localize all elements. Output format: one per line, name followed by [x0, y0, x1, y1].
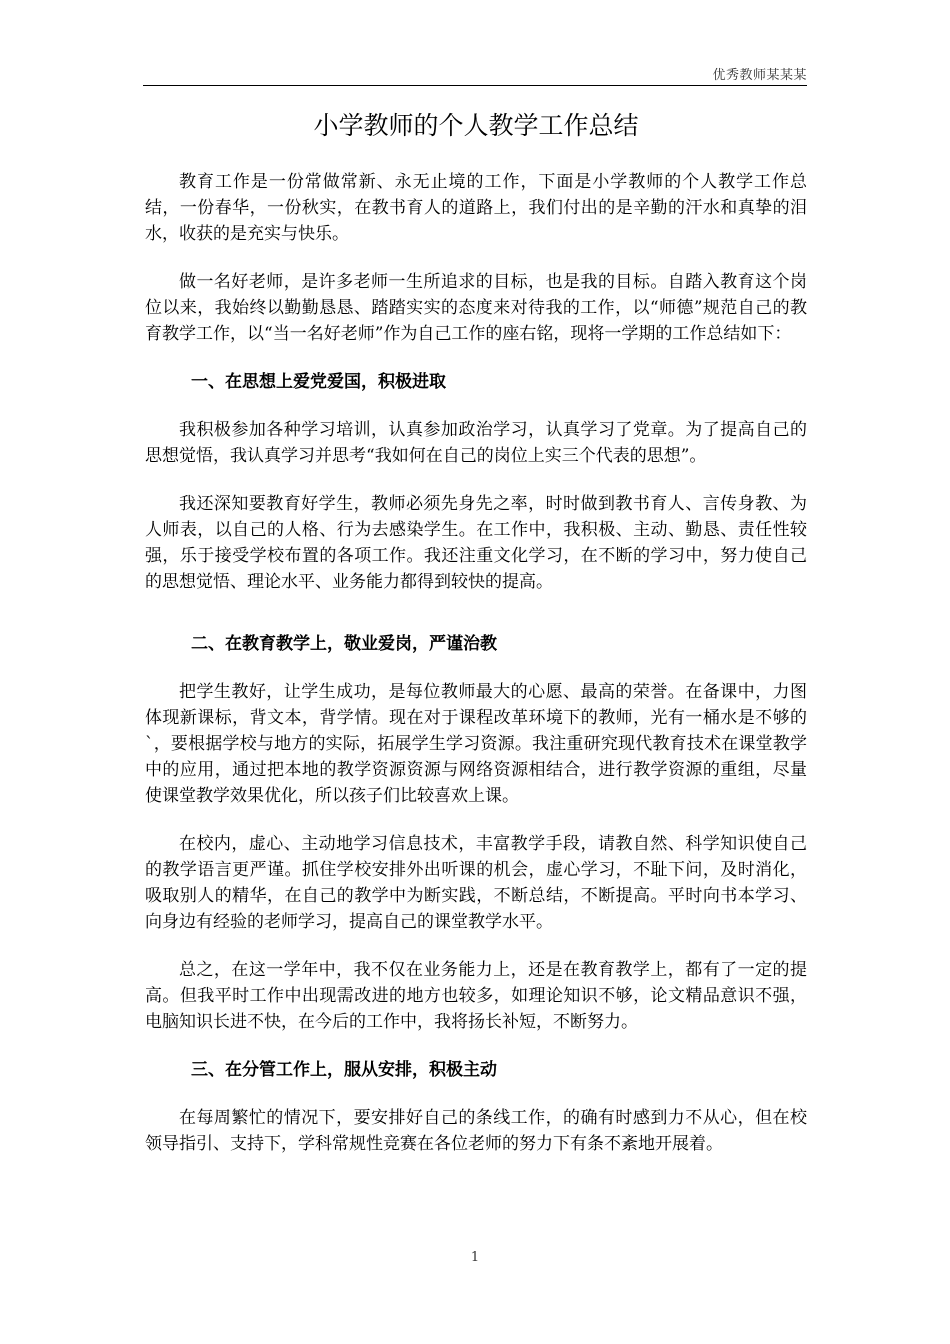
paragraph-teaching: 把学生教好，让学生成功，是每位教师最大的心愿、最高的荣誉。在备课中，力图体现新课标，背文本，背学情。现在对于课程改革环境下的教师，光有一桶水是不够的`，要根据学校与地方的实际，拓展学生学习资源。我注重研究现代教育技术在课堂教学中的应用，通过把本地的教学资源资源与网络资源相结合，进行教学资源的重组，尽量使课堂教学效果优化，所以孩子们比较喜欢上课。: [145, 681, 807, 806]
spacer: [145, 809, 807, 831]
page-number: 1: [470, 1250, 480, 1265]
section-heading-3: 三、在分管工作上，服从安排，积极主动: [191, 1059, 497, 1080]
spacer: [145, 347, 807, 369]
spacer: [145, 1035, 807, 1057]
spacer: [145, 595, 807, 631]
paragraph-goal: 做一名好老师，是许多老师一生所追求的目标，也是我的目标。自踏入教育这个岗位以来，我始终以勤勤恳恳、踏踏实实的态度来对待我的工作，以“师德”规范自己的教育教学工作，以“当一名好老师”作为自己工作的座右铭，现将一学期的工作总结如下：: [145, 271, 807, 344]
spacer: [145, 469, 807, 491]
document-body: [145, 110, 807, 1157]
paragraph-learning: 在校内，虚心、主动地学习信息技术，丰富教学手段，请教自然、科学知识使自己的教学语言更严谨。抓住学校安排外出听课的机会，虚心学习，不耻下问，及时消化，吸取别人的精华，在自己的教学中为断实践，不断总结，不断提高。平时向书本学习、向身边有经验的老师学习，提高自己的课堂教学水平。: [145, 833, 807, 932]
header-divider: [143, 85, 807, 86]
spacer: [145, 935, 807, 957]
spacer: [145, 247, 807, 269]
paragraph-intro: 教育工作是一份常做常新、永无止境的工作，下面是小学教师的个人教学工作总结，一份春华，一份秋实，在教书育人的道路上，我们付出的是辛勤的汗水和真挚的泪水，收获的是充实与快乐。: [145, 171, 807, 244]
paragraph-summary: 总之，在这一学年中，我不仅在业务能力上，还是在教育教学上，都有了一定的提高。但我平时工作中出现需改进的地方也较多，如理论知识不够，论文精品意识不强，电脑知识长进不快，在今后的工作中，我将扬长补短，不断努力。: [145, 959, 807, 1032]
spacer: [145, 395, 807, 417]
section-heading-1: 一、在思想上爱党爱国，积极进取: [191, 371, 446, 392]
spacer: [145, 1083, 807, 1105]
header-author: 优秀教师某某某: [712, 68, 807, 83]
section-heading-2: 二、在教育教学上，敬业爱岗，严谨治教: [191, 633, 497, 654]
paragraph-ethics: 我还深知要教育好学生，教师必须先身先之率，时时做到教书育人、言传身教、为人师表，以自己的人格、行为去感染学生。在工作中，我积极、主动、勤恳、责任性较强，乐于接受学校布置的各项工作。我还注重文化学习，在不断的学习中，努力使自己的思想觉悟、理论水平、业务能力都得到较快的提高。: [145, 493, 807, 592]
spacer: [145, 657, 807, 679]
paragraph-study: 我积极参加各种学习培训，认真参加政治学习，认真学习了党章。为了提高自己的思想觉悟，我认真学习并思考“我如何在自己的岗位上实三个代表的思想”。: [145, 419, 807, 466]
paragraph-management: 在每周繁忙的情况下，要安排好自己的条线工作，的确有时感到力不从心，但在校领导指引、支持下，学科常规性竞赛在各位老师的努力下有条不紊地开展着。: [145, 1107, 807, 1154]
document-title: 小学教师的个人教学工作总结: [313, 111, 639, 140]
